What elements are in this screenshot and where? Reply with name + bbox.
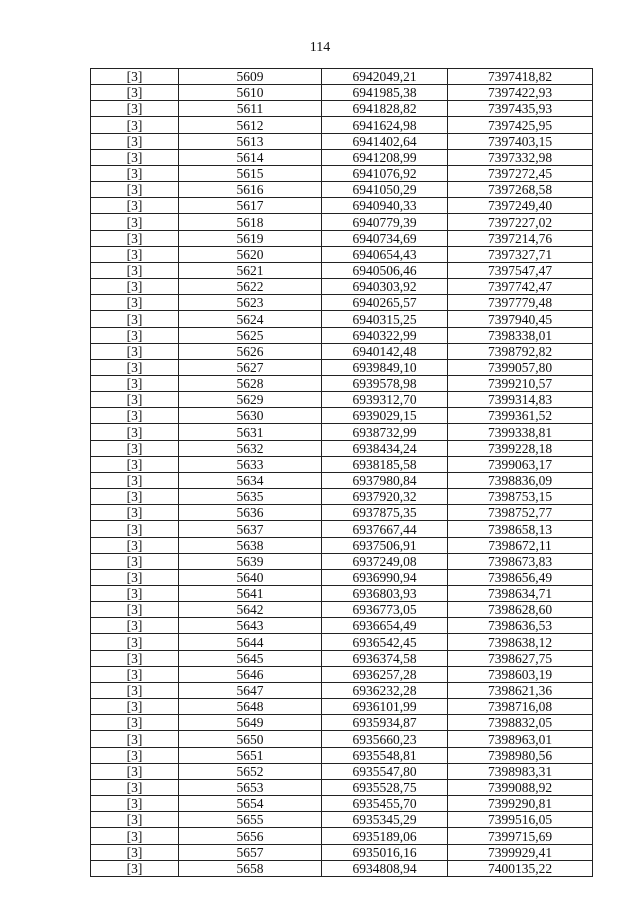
table-row <box>91 133 593 149</box>
x-coordinate-cell: 6940734,69 <box>322 230 448 246</box>
x-coordinate-cell: 6935660,23 <box>322 731 448 747</box>
x-coordinate-cell: 6936990,94 <box>322 569 448 585</box>
source-ref-cell: [3] <box>91 133 179 149</box>
table-row <box>91 262 593 278</box>
table-row <box>91 359 593 375</box>
table-row <box>91 440 593 456</box>
x-coordinate-cell: 6935934,87 <box>322 715 448 731</box>
x-coordinate-cell: 6935528,75 <box>322 779 448 795</box>
y-coordinate-cell: 7398627,75 <box>448 650 593 666</box>
point-number-cell: 5613 <box>179 133 322 149</box>
point-number-cell: 5618 <box>179 214 322 230</box>
source-ref-cell: [3] <box>91 828 179 844</box>
x-coordinate-cell: 6938185,58 <box>322 456 448 472</box>
point-number-cell: 5652 <box>179 763 322 779</box>
point-number-cell: 5637 <box>179 521 322 537</box>
x-coordinate-cell: 6940940,33 <box>322 198 448 214</box>
x-coordinate-cell: 6936101,99 <box>322 699 448 715</box>
y-coordinate-cell: 7400135,22 <box>448 860 593 876</box>
source-ref-cell: [3] <box>91 796 179 812</box>
table-row <box>91 408 593 424</box>
table-row <box>91 392 593 408</box>
y-coordinate-cell: 7399088,92 <box>448 779 593 795</box>
y-coordinate-cell: 7399290,81 <box>448 796 593 812</box>
x-coordinate-cell: 6940506,46 <box>322 262 448 278</box>
y-coordinate-cell: 7398638,12 <box>448 634 593 650</box>
point-number-cell: 5621 <box>179 262 322 278</box>
y-coordinate-cell: 7397327,71 <box>448 246 593 262</box>
y-coordinate-cell: 7398752,77 <box>448 505 593 521</box>
table-row <box>91 796 593 812</box>
point-number-cell: 5639 <box>179 553 322 569</box>
point-number-cell: 5617 <box>179 198 322 214</box>
x-coordinate-cell: 6935547,80 <box>322 763 448 779</box>
table-row <box>91 569 593 585</box>
x-coordinate-cell: 6936374,58 <box>322 650 448 666</box>
table-row <box>91 505 593 521</box>
point-number-cell: 5645 <box>179 650 322 666</box>
x-coordinate-cell: 6936654,49 <box>322 618 448 634</box>
table-row <box>91 666 593 682</box>
source-ref-cell: [3] <box>91 246 179 262</box>
x-coordinate-cell: 6936773,05 <box>322 602 448 618</box>
y-coordinate-cell: 7398656,49 <box>448 569 593 585</box>
point-number-cell: 5640 <box>179 569 322 585</box>
table-row <box>91 812 593 828</box>
x-coordinate-cell: 6941624,98 <box>322 117 448 133</box>
table-row <box>91 101 593 117</box>
y-coordinate-cell: 7399314,83 <box>448 392 593 408</box>
y-coordinate-cell: 7398636,53 <box>448 618 593 634</box>
table-row <box>91 521 593 537</box>
x-coordinate-cell: 6940654,43 <box>322 246 448 262</box>
source-ref-cell: [3] <box>91 489 179 505</box>
x-coordinate-cell: 6934808,94 <box>322 860 448 876</box>
x-coordinate-cell: 6940322,99 <box>322 327 448 343</box>
y-coordinate-cell: 7398836,09 <box>448 472 593 488</box>
table-row <box>91 230 593 246</box>
source-ref-cell: [3] <box>91 650 179 666</box>
table-row <box>91 182 593 198</box>
table-row <box>91 586 593 602</box>
table-row <box>91 747 593 763</box>
x-coordinate-cell: 6940142,48 <box>322 343 448 359</box>
y-coordinate-cell: 7398792,82 <box>448 343 593 359</box>
table-row <box>91 763 593 779</box>
point-number-cell: 5647 <box>179 682 322 698</box>
point-number-cell: 5610 <box>179 85 322 101</box>
x-coordinate-cell: 6941050,29 <box>322 182 448 198</box>
y-coordinate-cell: 7398603,19 <box>448 666 593 682</box>
source-ref-cell: [3] <box>91 456 179 472</box>
point-number-cell: 5632 <box>179 440 322 456</box>
table-row <box>91 731 593 747</box>
table-row <box>91 553 593 569</box>
y-coordinate-cell: 7397272,45 <box>448 165 593 181</box>
x-coordinate-cell: 6936232,28 <box>322 682 448 698</box>
source-ref-cell: [3] <box>91 666 179 682</box>
y-coordinate-cell: 7398672,11 <box>448 537 593 553</box>
y-coordinate-cell: 7399210,57 <box>448 375 593 391</box>
y-coordinate-cell: 7398980,56 <box>448 747 593 763</box>
table-row <box>91 424 593 440</box>
source-ref-cell: [3] <box>91 537 179 553</box>
table-row <box>91 828 593 844</box>
source-ref-cell: [3] <box>91 424 179 440</box>
y-coordinate-cell: 7398673,83 <box>448 553 593 569</box>
y-coordinate-cell: 7398658,13 <box>448 521 593 537</box>
coordinates-table <box>90 68 593 877</box>
point-number-cell: 5631 <box>179 424 322 440</box>
y-coordinate-cell: 7399338,81 <box>448 424 593 440</box>
y-coordinate-cell: 7397547,47 <box>448 262 593 278</box>
point-number-cell: 5612 <box>179 117 322 133</box>
table-row <box>91 295 593 311</box>
source-ref-cell: [3] <box>91 262 179 278</box>
point-number-cell: 5656 <box>179 828 322 844</box>
point-number-cell: 5642 <box>179 602 322 618</box>
table-row <box>91 682 593 698</box>
table-row <box>91 311 593 327</box>
source-ref-cell: [3] <box>91 311 179 327</box>
source-ref-cell: [3] <box>91 279 179 295</box>
source-ref-cell: [3] <box>91 440 179 456</box>
source-ref-cell: [3] <box>91 375 179 391</box>
source-ref-cell: [3] <box>91 715 179 731</box>
point-number-cell: 5654 <box>179 796 322 812</box>
point-number-cell: 5651 <box>179 747 322 763</box>
table-row <box>91 214 593 230</box>
y-coordinate-cell: 7399929,41 <box>448 844 593 860</box>
point-number-cell: 5643 <box>179 618 322 634</box>
source-ref-cell: [3] <box>91 812 179 828</box>
y-coordinate-cell: 7398621,36 <box>448 682 593 698</box>
x-coordinate-cell: 6940265,57 <box>322 295 448 311</box>
point-number-cell: 5625 <box>179 327 322 343</box>
y-coordinate-cell: 7398832,05 <box>448 715 593 731</box>
x-coordinate-cell: 6937506,91 <box>322 537 448 553</box>
table-row <box>91 618 593 634</box>
point-number-cell: 5619 <box>179 230 322 246</box>
source-ref-cell: [3] <box>91 198 179 214</box>
point-number-cell: 5648 <box>179 699 322 715</box>
source-ref-cell: [3] <box>91 117 179 133</box>
y-coordinate-cell: 7398963,01 <box>448 731 593 747</box>
point-number-cell: 5609 <box>179 69 322 85</box>
point-number-cell: 5635 <box>179 489 322 505</box>
point-number-cell: 5641 <box>179 586 322 602</box>
source-ref-cell: [3] <box>91 747 179 763</box>
source-ref-cell: [3] <box>91 553 179 569</box>
table-row <box>91 69 593 85</box>
source-ref-cell: [3] <box>91 569 179 585</box>
point-number-cell: 5636 <box>179 505 322 521</box>
point-number-cell: 5626 <box>179 343 322 359</box>
x-coordinate-cell: 6936257,28 <box>322 666 448 682</box>
source-ref-cell: [3] <box>91 521 179 537</box>
table-row <box>91 634 593 650</box>
point-number-cell: 5646 <box>179 666 322 682</box>
y-coordinate-cell: 7399057,80 <box>448 359 593 375</box>
source-ref-cell: [3] <box>91 101 179 117</box>
table-row <box>91 779 593 795</box>
table-row <box>91 327 593 343</box>
x-coordinate-cell: 6939029,15 <box>322 408 448 424</box>
point-number-cell: 5658 <box>179 860 322 876</box>
point-number-cell: 5634 <box>179 472 322 488</box>
table-row <box>91 602 593 618</box>
point-number-cell: 5627 <box>179 359 322 375</box>
table-row <box>91 860 593 876</box>
table-row <box>91 85 593 101</box>
point-number-cell: 5628 <box>179 375 322 391</box>
table-row <box>91 456 593 472</box>
source-ref-cell: [3] <box>91 214 179 230</box>
x-coordinate-cell: 6941208,99 <box>322 149 448 165</box>
x-coordinate-cell: 6937249,08 <box>322 553 448 569</box>
table-row <box>91 844 593 860</box>
y-coordinate-cell: 7398634,71 <box>448 586 593 602</box>
x-coordinate-cell: 6942049,21 <box>322 69 448 85</box>
point-number-cell: 5655 <box>179 812 322 828</box>
y-coordinate-cell: 7399715,69 <box>448 828 593 844</box>
table-row <box>91 279 593 295</box>
x-coordinate-cell: 6941402,64 <box>322 133 448 149</box>
x-coordinate-cell: 6941985,38 <box>322 85 448 101</box>
y-coordinate-cell: 7398716,08 <box>448 699 593 715</box>
y-coordinate-cell: 7397940,45 <box>448 311 593 327</box>
x-coordinate-cell: 6935548,81 <box>322 747 448 763</box>
y-coordinate-cell: 7397425,95 <box>448 117 593 133</box>
x-coordinate-cell: 6939578,98 <box>322 375 448 391</box>
coordinates-table-body <box>91 69 593 877</box>
x-coordinate-cell: 6940315,25 <box>322 311 448 327</box>
source-ref-cell: [3] <box>91 327 179 343</box>
source-ref-cell: [3] <box>91 85 179 101</box>
source-ref-cell: [3] <box>91 860 179 876</box>
point-number-cell: 5616 <box>179 182 322 198</box>
y-coordinate-cell: 7397418,82 <box>448 69 593 85</box>
point-number-cell: 5657 <box>179 844 322 860</box>
x-coordinate-cell: 6941828,82 <box>322 101 448 117</box>
x-coordinate-cell: 6940779,39 <box>322 214 448 230</box>
table-row <box>91 165 593 181</box>
source-ref-cell: [3] <box>91 408 179 424</box>
point-number-cell: 5638 <box>179 537 322 553</box>
point-number-cell: 5614 <box>179 149 322 165</box>
source-ref-cell: [3] <box>91 844 179 860</box>
point-number-cell: 5649 <box>179 715 322 731</box>
point-number-cell: 5633 <box>179 456 322 472</box>
source-ref-cell: [3] <box>91 182 179 198</box>
y-coordinate-cell: 7398753,15 <box>448 489 593 505</box>
y-coordinate-cell: 7397214,76 <box>448 230 593 246</box>
point-number-cell: 5629 <box>179 392 322 408</box>
source-ref-cell: [3] <box>91 779 179 795</box>
source-ref-cell: [3] <box>91 586 179 602</box>
table-row <box>91 489 593 505</box>
source-ref-cell: [3] <box>91 165 179 181</box>
table-row <box>91 375 593 391</box>
y-coordinate-cell: 7397268,58 <box>448 182 593 198</box>
source-ref-cell: [3] <box>91 472 179 488</box>
table-row <box>91 246 593 262</box>
y-coordinate-cell: 7397403,15 <box>448 133 593 149</box>
x-coordinate-cell: 6936542,45 <box>322 634 448 650</box>
table-row <box>91 715 593 731</box>
source-ref-cell: [3] <box>91 682 179 698</box>
y-coordinate-cell: 7397422,93 <box>448 85 593 101</box>
source-ref-cell: [3] <box>91 359 179 375</box>
source-ref-cell: [3] <box>91 731 179 747</box>
point-number-cell: 5615 <box>179 165 322 181</box>
y-coordinate-cell: 7399228,18 <box>448 440 593 456</box>
source-ref-cell: [3] <box>91 763 179 779</box>
table-row <box>91 117 593 133</box>
table-row <box>91 537 593 553</box>
page-number: 114 <box>309 40 331 55</box>
point-number-cell: 5653 <box>179 779 322 795</box>
x-coordinate-cell: 6937875,35 <box>322 505 448 521</box>
source-ref-cell: [3] <box>91 295 179 311</box>
x-coordinate-cell: 6938732,99 <box>322 424 448 440</box>
y-coordinate-cell: 7399516,05 <box>448 812 593 828</box>
y-coordinate-cell: 7397249,40 <box>448 198 593 214</box>
x-coordinate-cell: 6939849,10 <box>322 359 448 375</box>
y-coordinate-cell: 7399063,17 <box>448 456 593 472</box>
x-coordinate-cell: 6938434,24 <box>322 440 448 456</box>
y-coordinate-cell: 7398338,01 <box>448 327 593 343</box>
x-coordinate-cell: 6935189,06 <box>322 828 448 844</box>
x-coordinate-cell: 6941076,92 <box>322 165 448 181</box>
point-number-cell: 5622 <box>179 279 322 295</box>
table-row <box>91 149 593 165</box>
source-ref-cell: [3] <box>91 149 179 165</box>
x-coordinate-cell: 6935345,29 <box>322 812 448 828</box>
x-coordinate-cell: 6936803,93 <box>322 586 448 602</box>
source-ref-cell: [3] <box>91 634 179 650</box>
x-coordinate-cell: 6939312,70 <box>322 392 448 408</box>
x-coordinate-cell: 6935455,70 <box>322 796 448 812</box>
y-coordinate-cell: 7399361,52 <box>448 408 593 424</box>
y-coordinate-cell: 7397227,02 <box>448 214 593 230</box>
point-number-cell: 5611 <box>179 101 322 117</box>
x-coordinate-cell: 6937920,32 <box>322 489 448 505</box>
table-row <box>91 343 593 359</box>
point-number-cell: 5650 <box>179 731 322 747</box>
point-number-cell: 5623 <box>179 295 322 311</box>
source-ref-cell: [3] <box>91 618 179 634</box>
source-ref-cell: [3] <box>91 69 179 85</box>
source-ref-cell: [3] <box>91 343 179 359</box>
point-number-cell: 5630 <box>179 408 322 424</box>
x-coordinate-cell: 6940303,92 <box>322 279 448 295</box>
source-ref-cell: [3] <box>91 505 179 521</box>
point-number-cell: 5644 <box>179 634 322 650</box>
y-coordinate-cell: 7398628,60 <box>448 602 593 618</box>
table-row <box>91 198 593 214</box>
y-coordinate-cell: 7397742,47 <box>448 279 593 295</box>
y-coordinate-cell: 7397332,98 <box>448 149 593 165</box>
point-number-cell: 5624 <box>179 311 322 327</box>
source-ref-cell: [3] <box>91 230 179 246</box>
point-number-cell: 5620 <box>179 246 322 262</box>
source-ref-cell: [3] <box>91 392 179 408</box>
x-coordinate-cell: 6937667,44 <box>322 521 448 537</box>
table-row <box>91 472 593 488</box>
table-row <box>91 699 593 715</box>
x-coordinate-cell: 6935016,16 <box>322 844 448 860</box>
table-row <box>91 650 593 666</box>
source-ref-cell: [3] <box>91 699 179 715</box>
x-coordinate-cell: 6937980,84 <box>322 472 448 488</box>
source-ref-cell: [3] <box>91 602 179 618</box>
y-coordinate-cell: 7397435,93 <box>448 101 593 117</box>
y-coordinate-cell: 7398983,31 <box>448 763 593 779</box>
y-coordinate-cell: 7397779,48 <box>448 295 593 311</box>
